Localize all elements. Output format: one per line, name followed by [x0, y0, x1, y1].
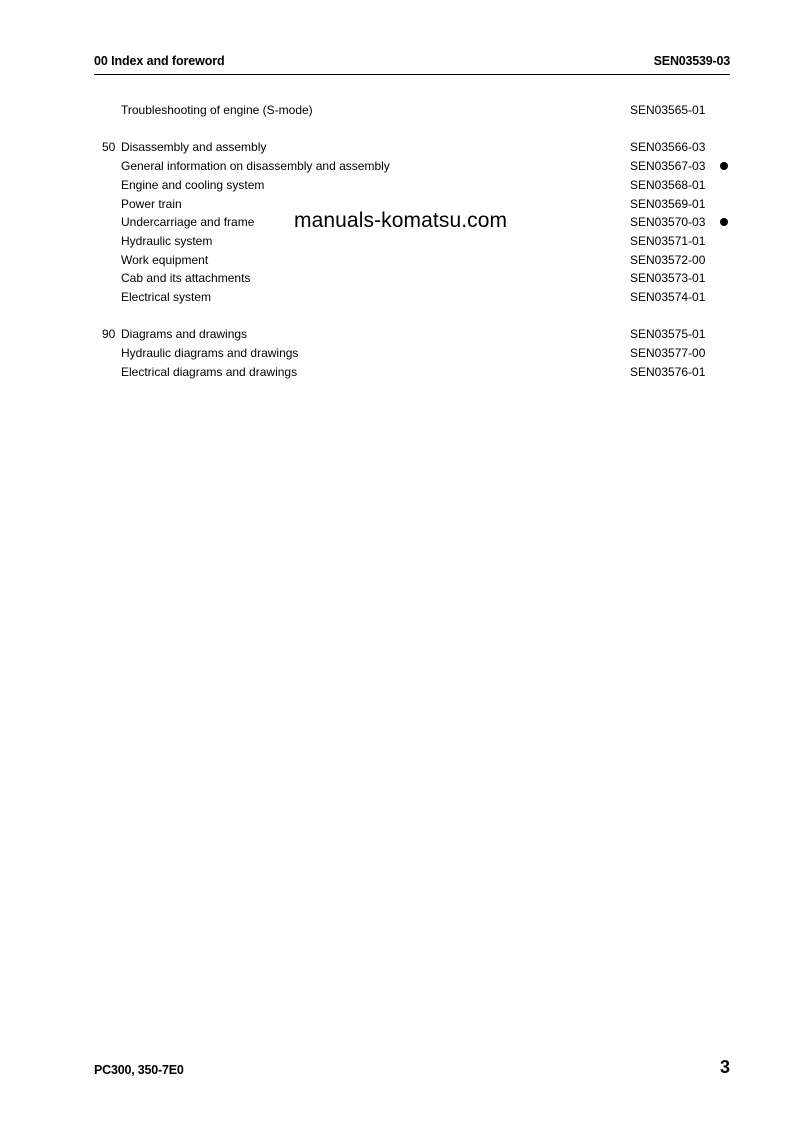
model-footer: PC300, 350-7E0 [94, 1063, 184, 1077]
toc-title: Disassembly and assembly [121, 140, 267, 154]
toc-section-number: 90 [102, 327, 116, 341]
toc-row-work-equipment [94, 251, 730, 269]
toc-title: Electrical system [121, 290, 212, 304]
toc-row-general-information [94, 157, 730, 175]
toc-row-disassembly-assembly [94, 138, 730, 156]
toc-row-engine-cooling [94, 176, 730, 194]
toc-code: SEN03572-00 [630, 253, 706, 267]
toc-code: SEN03570-03 [630, 215, 706, 229]
toc-code: SEN03566-03 [630, 140, 706, 154]
toc-code: SEN03576-01 [630, 365, 706, 379]
toc-title: Hydraulic diagrams and drawings [121, 346, 299, 360]
revision-dot-icon [720, 218, 728, 226]
toc-row-electrical-diagrams [94, 363, 730, 381]
toc-row-hydraulic-diagrams [94, 344, 730, 362]
toc-title: Cab and its attachments [121, 271, 251, 285]
toc-title: Troubleshooting of engine (S-mode) [121, 103, 313, 117]
revision-dot-icon [720, 162, 728, 170]
toc-section-number: 50 [102, 140, 116, 154]
toc-code: SEN03573-01 [630, 271, 706, 285]
toc-title: Electrical diagrams and drawings [121, 365, 298, 379]
page-number: 3 [719, 1057, 730, 1077]
toc-code: SEN03575-01 [630, 327, 706, 341]
toc-title: Engine and cooling system [121, 178, 265, 192]
toc-code: SEN03568-01 [630, 178, 706, 192]
watermark: manuals-komatsu.com [294, 209, 508, 232]
toc-code: SEN03569-01 [630, 197, 706, 211]
toc-code: SEN03567-03 [630, 159, 706, 173]
toc-title: Hydraulic system [121, 234, 213, 248]
toc-title: Undercarriage and frame [121, 215, 255, 229]
document-code: SEN03539-03 [653, 54, 730, 68]
toc-title: Diagrams and drawings [121, 327, 248, 341]
toc-title: Power train [121, 197, 182, 211]
page-header [94, 52, 730, 75]
toc-row-cab-attachments [94, 269, 730, 287]
toc-title: General information on disassembly and assembly [121, 159, 390, 173]
toc-code: SEN03565-01 [630, 103, 706, 117]
toc-code: SEN03577-00 [630, 346, 706, 360]
toc-row-troubleshooting-engine [94, 101, 730, 119]
toc-title: Work equipment [121, 253, 209, 267]
toc-row-diagrams-drawings [94, 325, 730, 343]
section-title: 00 Index and foreword [94, 54, 225, 68]
toc-row-electrical-system [94, 288, 730, 306]
toc-code: SEN03574-01 [630, 290, 706, 304]
toc-code: SEN03571-01 [630, 234, 706, 248]
toc-row-hydraulic-system [94, 232, 730, 250]
